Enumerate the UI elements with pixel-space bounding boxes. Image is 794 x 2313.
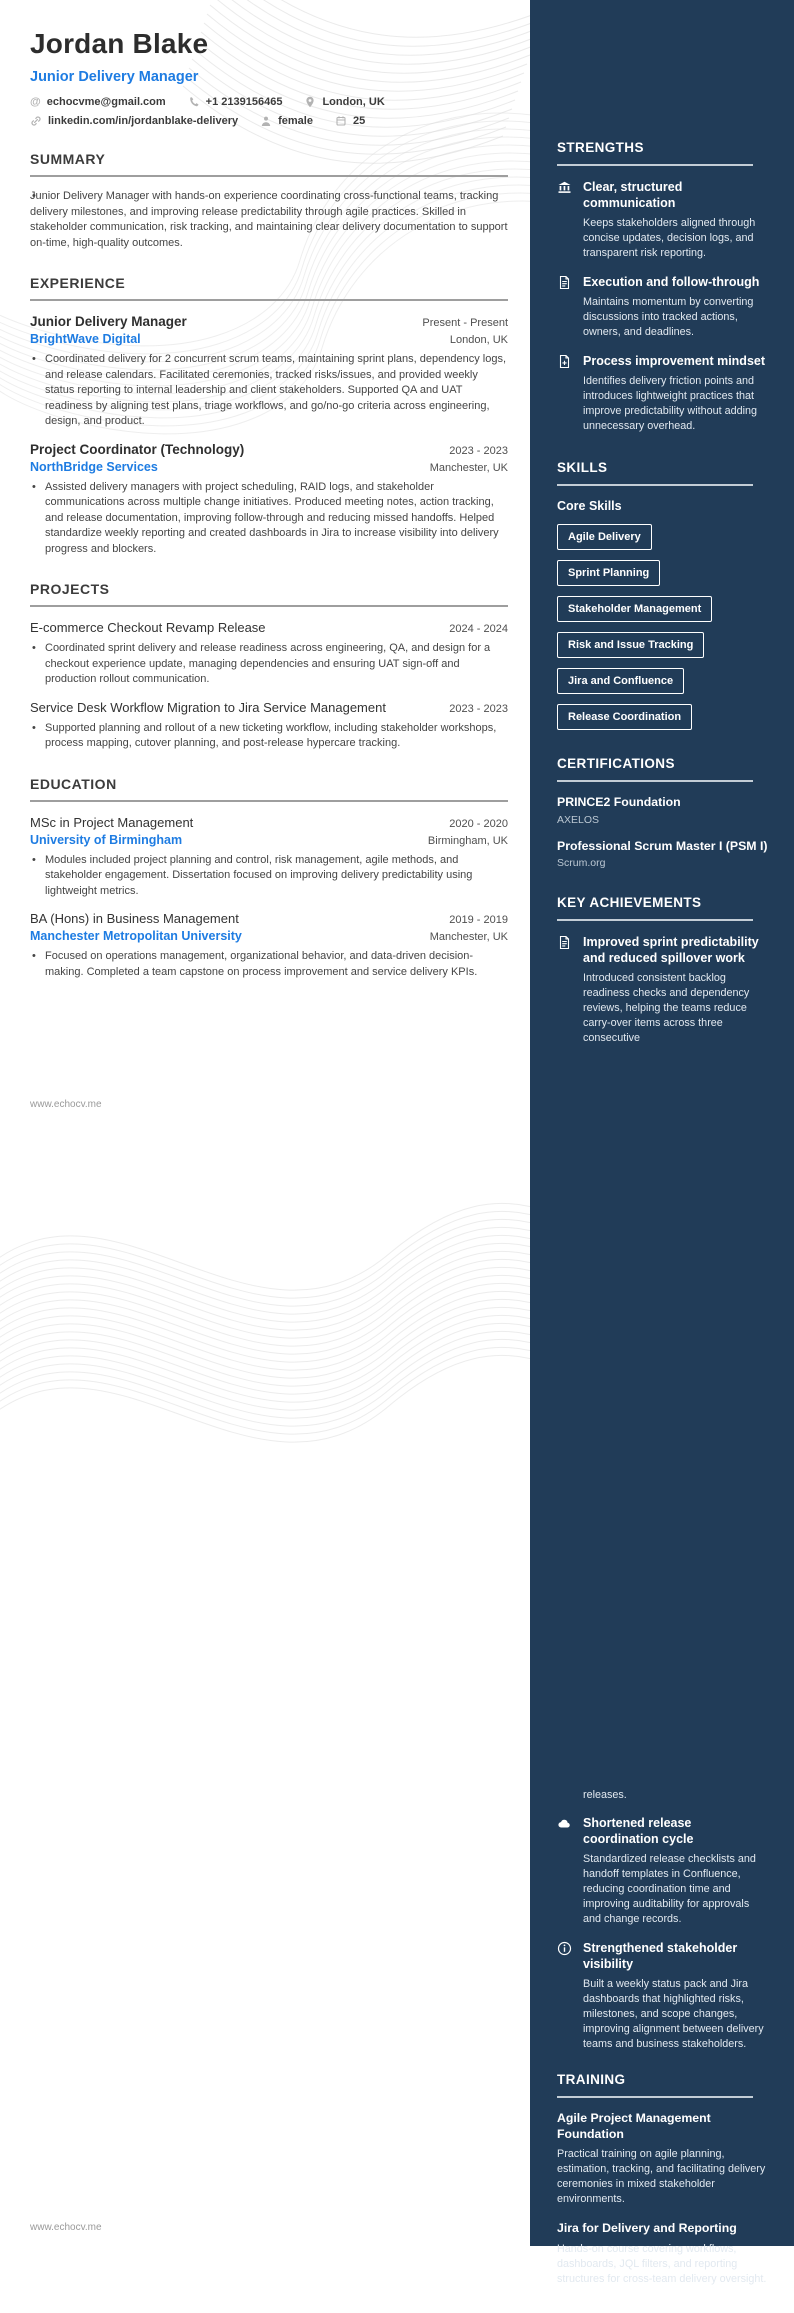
- skills-group-label: Core Skills: [557, 499, 622, 513]
- calendar-icon: [335, 115, 347, 127]
- project-title: E-commerce Checkout Revamp Release: [30, 620, 266, 635]
- project-entry: [30, 619, 508, 688]
- certifications-section: [557, 756, 769, 869]
- sidebar-page2-content: [557, 1788, 769, 2313]
- education-entry: [30, 814, 508, 900]
- achievement-title: Shortened release coordination cycle: [583, 1816, 694, 1846]
- achievement-item: [557, 934, 769, 1046]
- strength-title: Execution and follow-through: [583, 275, 760, 289]
- skill-pill: Agile Delivery: [557, 524, 652, 550]
- footer-url[interactable]: www.echocv.me: [30, 2222, 102, 2233]
- sidebar: [530, 0, 794, 2285]
- degree-bullet: • Modules included project planning and control, risk management, agile methods, and stakeholder engagement. Dissertation focused on improving delivery predictability using lightweight metrics.: [30, 853, 508, 900]
- project-dates: 2023 - 2023: [449, 702, 508, 715]
- job-location: London, UK: [449, 334, 508, 346]
- certification-item: [557, 795, 769, 826]
- main-column: [30, 28, 508, 991]
- strength-text: Maintains momentum by converting discussions into tracked actions, owners, and deadlines.: [583, 296, 754, 338]
- contact-phone-value: +1 2139156465: [205, 96, 283, 108]
- candidate-name: Jordan Blake: [30, 28, 209, 59]
- degree-title: MSc in Project Management: [30, 814, 194, 830]
- skill-pill: Sprint Planning: [557, 560, 660, 586]
- project-title: Service Desk Workflow Migration to Jira Service Management: [30, 699, 386, 715]
- achievements-heading: KEY ACHIEVEMENTS: [557, 895, 753, 921]
- job-title-text: Junior Delivery Manager: [30, 314, 187, 329]
- skill-pill: Risk and Issue Tracking: [557, 632, 704, 658]
- document-icon: [557, 934, 573, 1046]
- achievement-text: Built a weekly status pack and Jira dashboards that highlighted risks, milestones, and scope changes, improving alignment between delivery teams and business stakeholders.: [583, 1978, 764, 2050]
- school-link[interactable]: University of Birmingham: [30, 832, 183, 847]
- strength-item: [557, 353, 769, 434]
- education-entry: [30, 910, 508, 980]
- footer-url[interactable]: www.echocv.me: [30, 1099, 102, 1110]
- degree-dates: 2020 - 2020: [449, 817, 508, 830]
- strength-title: Clear, structured communication: [583, 180, 683, 210]
- job-location: Manchester, UK: [429, 461, 508, 474]
- training-name: Jira for Delivery and Reporting: [557, 2221, 737, 2235]
- certification-name: PRINCE2 Foundation: [557, 795, 681, 809]
- contact-phone[interactable]: [188, 96, 283, 108]
- strengths-section: [557, 140, 769, 434]
- person-icon: [260, 115, 272, 127]
- contact-age-value: 25: [352, 115, 366, 127]
- bank-icon: [557, 179, 573, 261]
- strength-text: Identifies delivery friction points and introduces lightweight practices that improve predictability without adding unnecessary overhead.: [583, 375, 758, 432]
- school-link[interactable]: Manchester Metropolitan University: [30, 929, 242, 943]
- strength-title: Process improvement mindset: [583, 354, 766, 368]
- project-bullet: • Supported planning and rollout of a new ticketing workflow, including stakeholder workshops, process mapping, cutover planning, and post-release hypercare tracking.: [30, 721, 508, 752]
- strength-item: [557, 179, 769, 261]
- project-dates: 2024 - 2024: [449, 623, 508, 635]
- education-section: [30, 776, 508, 981]
- achievement-title: Strengthened stakeholder visibility: [583, 1941, 738, 1971]
- candidate-title: Junior Delivery Manager: [30, 69, 199, 85]
- contact-location-value: London, UK: [322, 96, 385, 108]
- degree-dates: 2019 - 2019: [449, 914, 508, 926]
- achievement-text: Introduced consistent backlog readiness checks and dependency reviews, helping the teams reduce carry-over items across three consecutive: [583, 972, 750, 1044]
- achievement-text: Standardized release checklists and handoff templates in Confluence, reducing coordination time and improving auditability for approvals and change records.: [583, 1853, 756, 1925]
- wave-decoration-page2: [0, 1123, 530, 1463]
- training-section: [557, 2072, 769, 2287]
- certification-org: Scrum.org: [557, 857, 606, 869]
- certification-org: AXELOS: [557, 813, 600, 826]
- company-link[interactable]: NorthBridge Services: [30, 459, 158, 474]
- location-pin-icon: [304, 96, 316, 108]
- strength-text: Keeps stakeholders aligned through concise updates, decision logs, and transparent risk reporting.: [583, 217, 756, 259]
- achievement-item: [557, 1940, 769, 2052]
- degree-bullet: • Focused on operations management, organizational behavior, and data-driven decision-making. Completed a team capstone on process improvement and service delivery KPIs.: [30, 949, 508, 980]
- job-dates: 2023 - 2023: [449, 444, 508, 457]
- document-plus-icon: [557, 353, 573, 434]
- achievement-title: Improved sprint predictability and reduced spillover work: [583, 935, 759, 965]
- education-heading: EDUCATION: [30, 776, 508, 802]
- experience-heading: EXPERIENCE: [30, 275, 508, 301]
- cloud-icon: [557, 1815, 573, 1927]
- training-text: Practical training on agile planning, estimation, tracking, and facilitating delivery ceremonies in mixed stakeholder environments.: [557, 2148, 766, 2205]
- achievements-section: [557, 895, 769, 1046]
- contact-row-1: [30, 96, 508, 108]
- contact-linkedin[interactable]: [30, 115, 238, 127]
- contact-linkedin-value: linkedin.com/in/jordanblake-delivery: [48, 115, 239, 127]
- training-text: Hands-on course covering workflows, dashboards, JQL filters, and reporting structures for cross-team delivery oversight.: [557, 2242, 767, 2285]
- achievement-text-continued: releases.: [583, 1789, 627, 1801]
- training-item: [557, 2221, 769, 2287]
- document-icon: [557, 274, 573, 340]
- phone-icon: [188, 96, 200, 108]
- strengths-heading: STRENGTHS: [557, 140, 753, 166]
- skills-section: [557, 460, 769, 730]
- school-location: Birmingham, UK: [427, 834, 508, 847]
- at-icon: [30, 96, 41, 108]
- certification-item: [557, 839, 769, 870]
- summary-section: [30, 151, 508, 251]
- contact-gender-value: female: [278, 115, 313, 127]
- school-location: Manchester, UK: [429, 931, 508, 943]
- training-heading: TRAINING: [557, 2072, 753, 2098]
- project-bullet: • Coordinated sprint delivery and release readiness across engineering, QA, and design for a checkout experience update, managing dependencies and ensuring UAT sign-off and production rollout communication.: [30, 641, 508, 688]
- contact-email[interactable]: [30, 96, 166, 108]
- projects-heading: PROJECTS: [30, 581, 508, 607]
- contact-email-value: echocvme@gmail.com: [46, 96, 166, 108]
- link-icon: [30, 115, 42, 127]
- skills-heading: SKILLS: [557, 460, 753, 486]
- achievement-item: [557, 1815, 769, 1927]
- job-bullet: • Assisted delivery managers with project scheduling, RAID logs, and stakeholder communications across multiple change initiatives. Produced meeting notes, action tracking, and release documentation, improving follow-through and reducing missed handoffs. Helped standardize weekly reporting and created dashboards in Jira to increase visibility into delivery progress and blockers.: [30, 480, 508, 558]
- project-entry: [30, 699, 508, 752]
- experience-section: [30, 275, 508, 557]
- summary-heading: SUMMARY: [30, 151, 508, 177]
- skill-pill: Jira and Confluence: [557, 668, 684, 694]
- certifications-heading: CERTIFICATIONS: [557, 756, 753, 782]
- training-item: [557, 2111, 769, 2207]
- experience-entry: [30, 313, 508, 430]
- contact-row-2: [30, 115, 508, 127]
- strength-item: [557, 274, 769, 340]
- job-title-text: Project Coordinator (Technology): [30, 441, 245, 457]
- experience-entry: [30, 441, 508, 558]
- job-dates: Present - Present: [422, 317, 508, 329]
- sidebar-page1-content: [557, 140, 769, 1072]
- skill-pill: Stakeholder Management: [557, 596, 712, 622]
- contact-gender: [260, 115, 313, 127]
- projects-section: [30, 581, 508, 752]
- certification-name: Professional Scrum Master I (PSM I): [557, 838, 768, 853]
- contact-age: [335, 115, 365, 127]
- company-link[interactable]: BrightWave Digital: [30, 332, 141, 346]
- summary-text: • Junior Delivery Manager with hands-on experience coordinating cross-functional teams, tracking delivery milestones, and improving release predictability through agile practices. Skilled in stakeholder communication, risk tracking, and maintaining clear delivery documentation to support on-time, high-quality outcomes.: [30, 189, 508, 251]
- job-bullet: • Coordinated delivery for 2 concurrent scrum teams, maintaining sprint plans, dependency logs, and release calendars. Facilitated ceremonies, tracked risks/issues, and provided weekly status reporting to internal leadership and client stakeholders. Supported QA and UAT readiness by aligning test plans, triage workflows, and go/no-go criteria across engineering, design, and product.: [30, 352, 508, 430]
- degree-title: BA (Hons) in Business Management: [30, 911, 239, 926]
- training-name: Agile Project Management Foundation: [557, 2111, 711, 2141]
- info-icon: [557, 1940, 573, 2052]
- skill-pill: Release Coordination: [557, 704, 692, 730]
- contact-location: [304, 96, 384, 108]
